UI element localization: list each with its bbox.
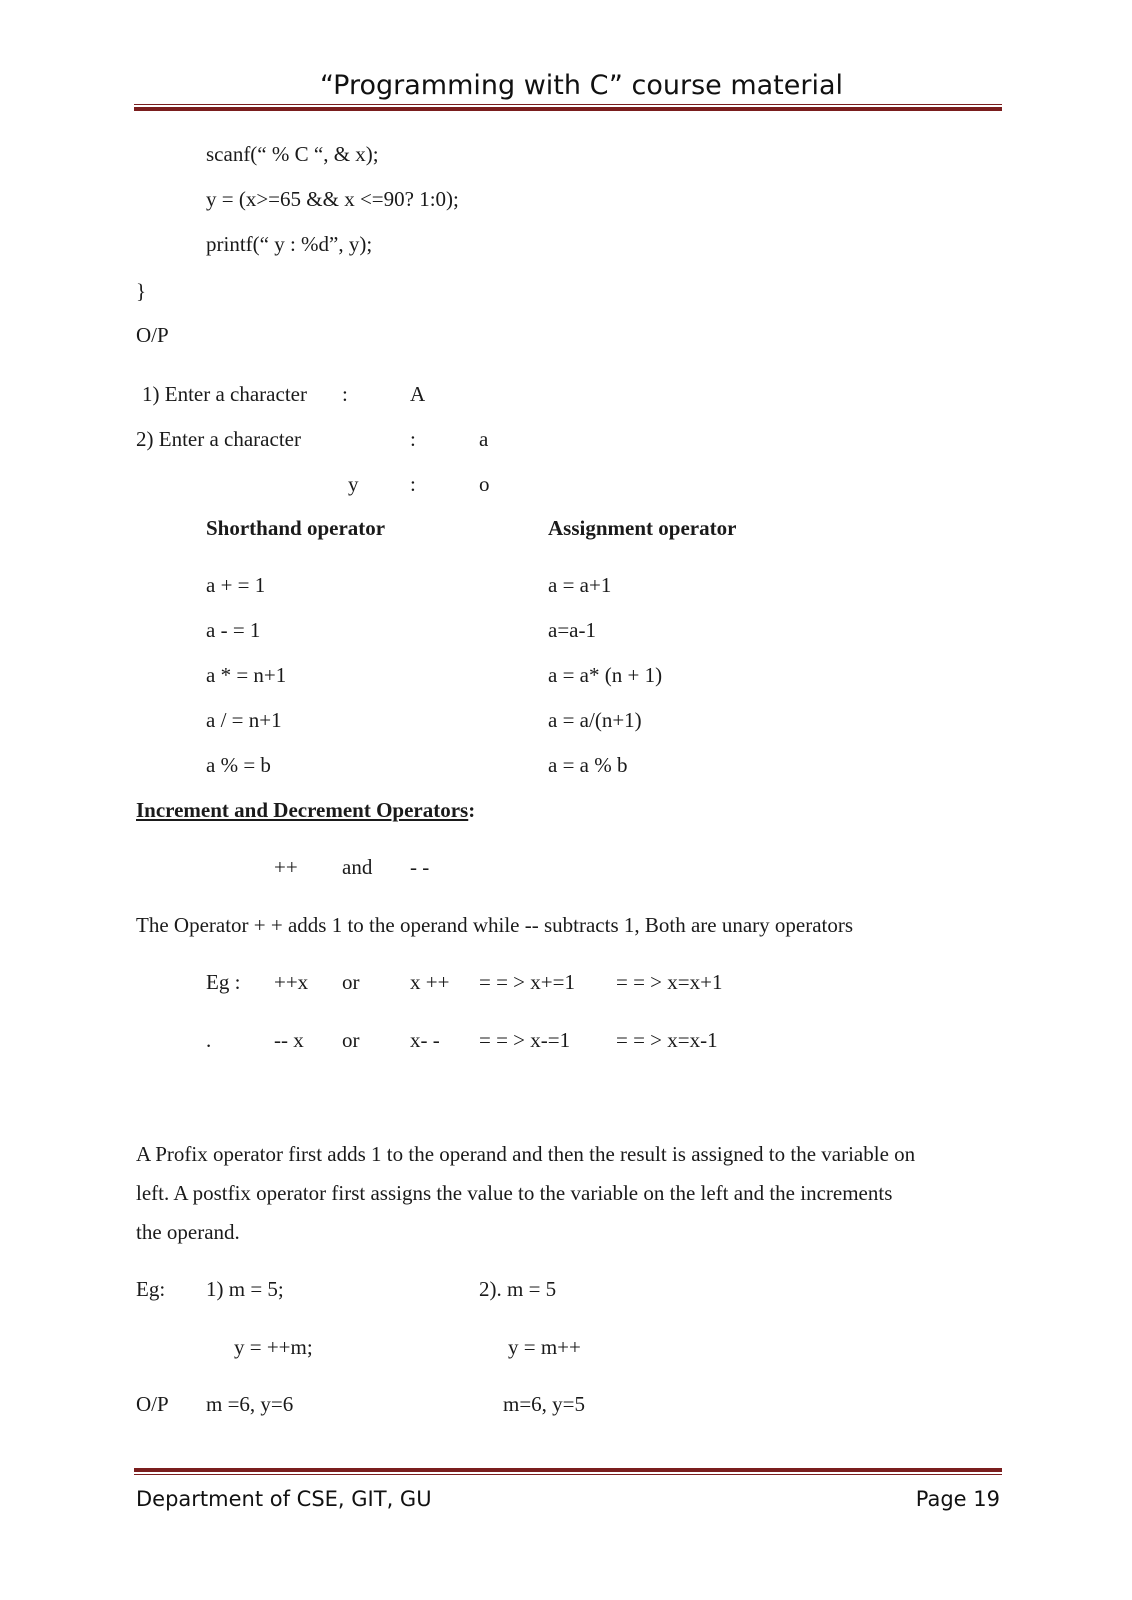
output-row3-value: o (479, 472, 490, 496)
paragraph-line: A Profix operator first adds 1 to the operand and then the result is assigned to the variable on (136, 1142, 916, 1166)
table-cell-assignment: a = a* (n + 1) (548, 663, 663, 687)
incdec-description: The Operator + + adds 1 to the operand while -- subtracts 1, Both are unary operators (136, 913, 854, 937)
incdec-symbol-and: and (342, 855, 373, 879)
example1-prefix: ++x (274, 970, 309, 994)
output-row2-text: 2) Enter a character (136, 427, 301, 451)
example3-right-line1: 2). m = 5 (479, 1277, 557, 1301)
example2-prefix: -- x (274, 1028, 304, 1052)
example3-output-label: O/P (136, 1392, 169, 1416)
example2-or: or (342, 1028, 360, 1052)
footer-page-number: Page 19 (915, 1487, 1000, 1511)
output-row1-colon: : (342, 382, 348, 406)
section-heading-text: Increment and Decrement Operators (136, 798, 469, 822)
header-rule-thick (134, 107, 1002, 111)
table-cell-shorthand: a + = 1 (206, 573, 266, 597)
output-label: O/P (136, 323, 169, 347)
output-row2-value: a (479, 427, 489, 451)
section-heading-incdec (136, 800, 475, 821)
table-cell-assignment: a = a % b (548, 753, 628, 777)
example2-shorthand: = = > x-=1 (479, 1028, 571, 1052)
example3-right-line2: y = m++ (508, 1335, 581, 1359)
table-cell-assignment: a=a-1 (548, 618, 596, 642)
table-cell-assignment: a = a+1 (548, 573, 612, 597)
incdec-symbol-inc: ++ (274, 855, 298, 879)
example2-assignment: = = > x=x-1 (616, 1028, 718, 1052)
example3-left-line1: 1) m = 5; (206, 1277, 284, 1301)
table-cell-shorthand: a * = n+1 (206, 663, 287, 687)
incdec-symbol-dec: - - (410, 855, 430, 879)
page-header-title: “Programming with C” course material (320, 70, 844, 101)
example2-postfix: x- - (410, 1028, 440, 1052)
footer-department: Department of CSE, GIT, GU (136, 1487, 432, 1511)
paragraph-line: the operand. (136, 1220, 240, 1244)
code-line-scanf: scanf(“ % C “, & x); (206, 142, 379, 166)
example2-label: . (206, 1028, 212, 1052)
paragraph-line: left. A postfix operator first assigns the value to the variable on the left and the increments (136, 1181, 893, 1205)
example3-left-line2: y = ++m; (234, 1335, 313, 1359)
footer-rule-thin (134, 1474, 1002, 1475)
output-row1-text: 1) Enter a character (142, 382, 307, 406)
footer-rule-thick (134, 1468, 1002, 1472)
header-rule-thin (134, 104, 1002, 105)
table-cell-shorthand: a % = b (206, 753, 271, 777)
code-line-ternary: y = (x>=65 && x <=90? 1:0); (206, 187, 459, 211)
output-row3-text: y (348, 472, 359, 496)
example3-output-right: m=6, y=5 (503, 1392, 586, 1416)
example1-label: Eg : (206, 970, 241, 994)
output-row2-colon: : (410, 427, 416, 451)
table-cell-assignment: a = a/(n+1) (548, 708, 642, 732)
code-line-printf: printf(“ y : %d”, y); (206, 232, 373, 256)
output-row3-colon: : (410, 472, 416, 496)
example3-output-left: m =6, y=6 (206, 1392, 294, 1416)
section-heading-colon: : (468, 798, 476, 822)
table-header-assignment: Assignment operator (548, 516, 737, 540)
example1-shorthand: = = > x+=1 (479, 970, 575, 994)
example3-label: Eg: (136, 1277, 166, 1301)
example1-or: or (342, 970, 360, 994)
table-cell-shorthand: a - = 1 (206, 618, 261, 642)
example1-assignment: = = > x=x+1 (616, 970, 723, 994)
code-closing-brace: } (136, 279, 147, 303)
example1-postfix: x ++ (410, 970, 450, 994)
table-cell-shorthand: a / = n+1 (206, 708, 282, 732)
table-header-shorthand: Shorthand operator (206, 516, 386, 540)
output-row1-value: A (410, 382, 426, 406)
